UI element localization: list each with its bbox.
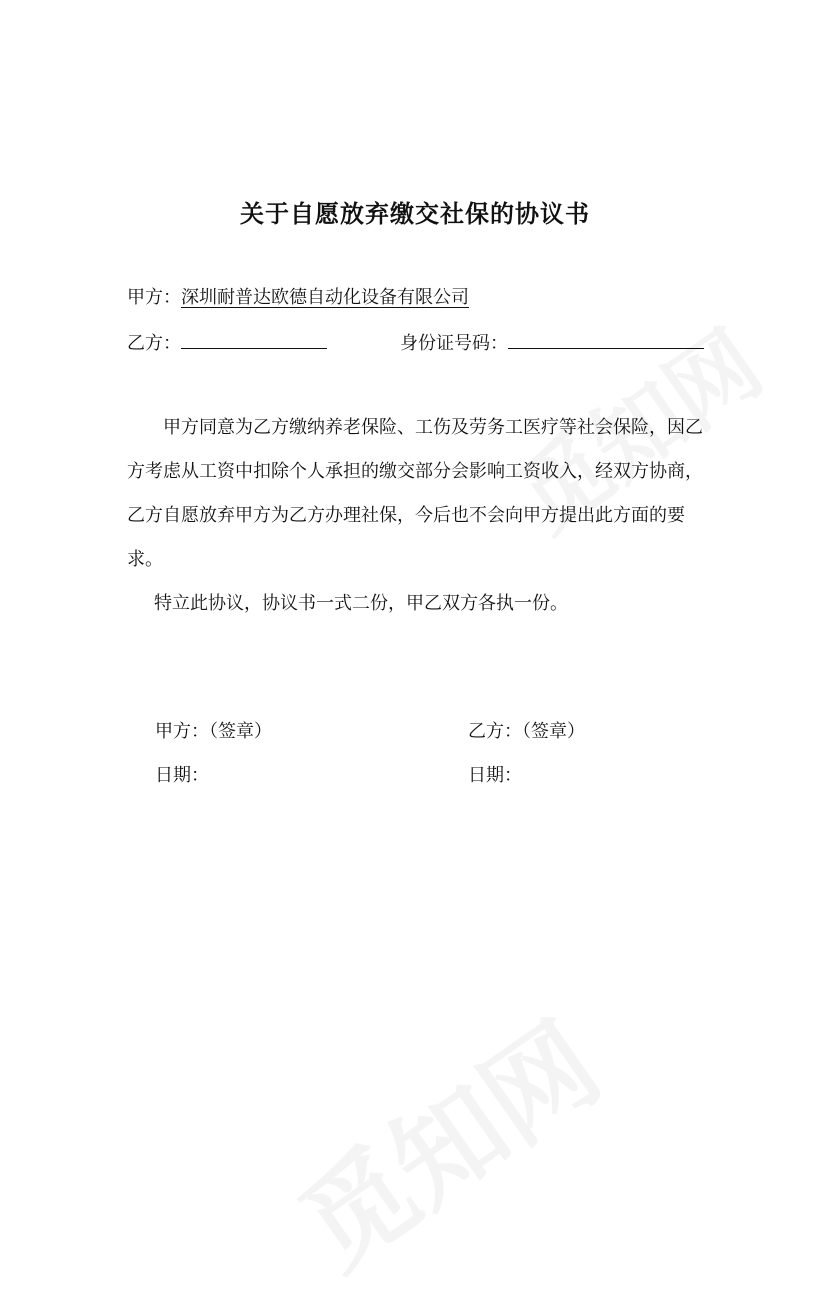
agreement-paragraph: 甲方同意为乙方缴纳养老保险、工伤及劳务工医疗等社会保险，因乙方考虑从工资中扣除个人承担的缴交部分会影响工资收入，经双方协商，乙方自愿放弃甲方为乙方办理社保，今后也不会向甲方提出此方面的要求。	[127, 417, 703, 570]
id-number-blank	[508, 330, 704, 349]
party-a-label: 甲方：	[127, 287, 181, 308]
party-a-date: 日期：	[155, 765, 209, 786]
party-a-line	[127, 286, 469, 310]
party-b-label: 乙方：	[127, 333, 181, 354]
agreement-closing: 特立此协议，协议书一式二份，甲乙双方各执一份。	[154, 593, 568, 614]
party-b-signature: 乙方：（签章）	[468, 721, 585, 742]
party-b-date: 日期：	[468, 765, 522, 786]
party-b-blank	[181, 330, 327, 349]
id-number-line	[400, 330, 704, 356]
document-title: 关于自愿放弃缴交社保的协议书	[240, 199, 590, 228]
party-a-signature: 甲方：（签章）	[155, 721, 272, 742]
party-a-company: 深圳耐普达欧德自动化设备有限公司	[181, 287, 469, 308]
watermark	[265, 980, 626, 1298]
id-number-label: 身份证号码：	[400, 333, 508, 354]
party-b-line	[127, 330, 327, 356]
